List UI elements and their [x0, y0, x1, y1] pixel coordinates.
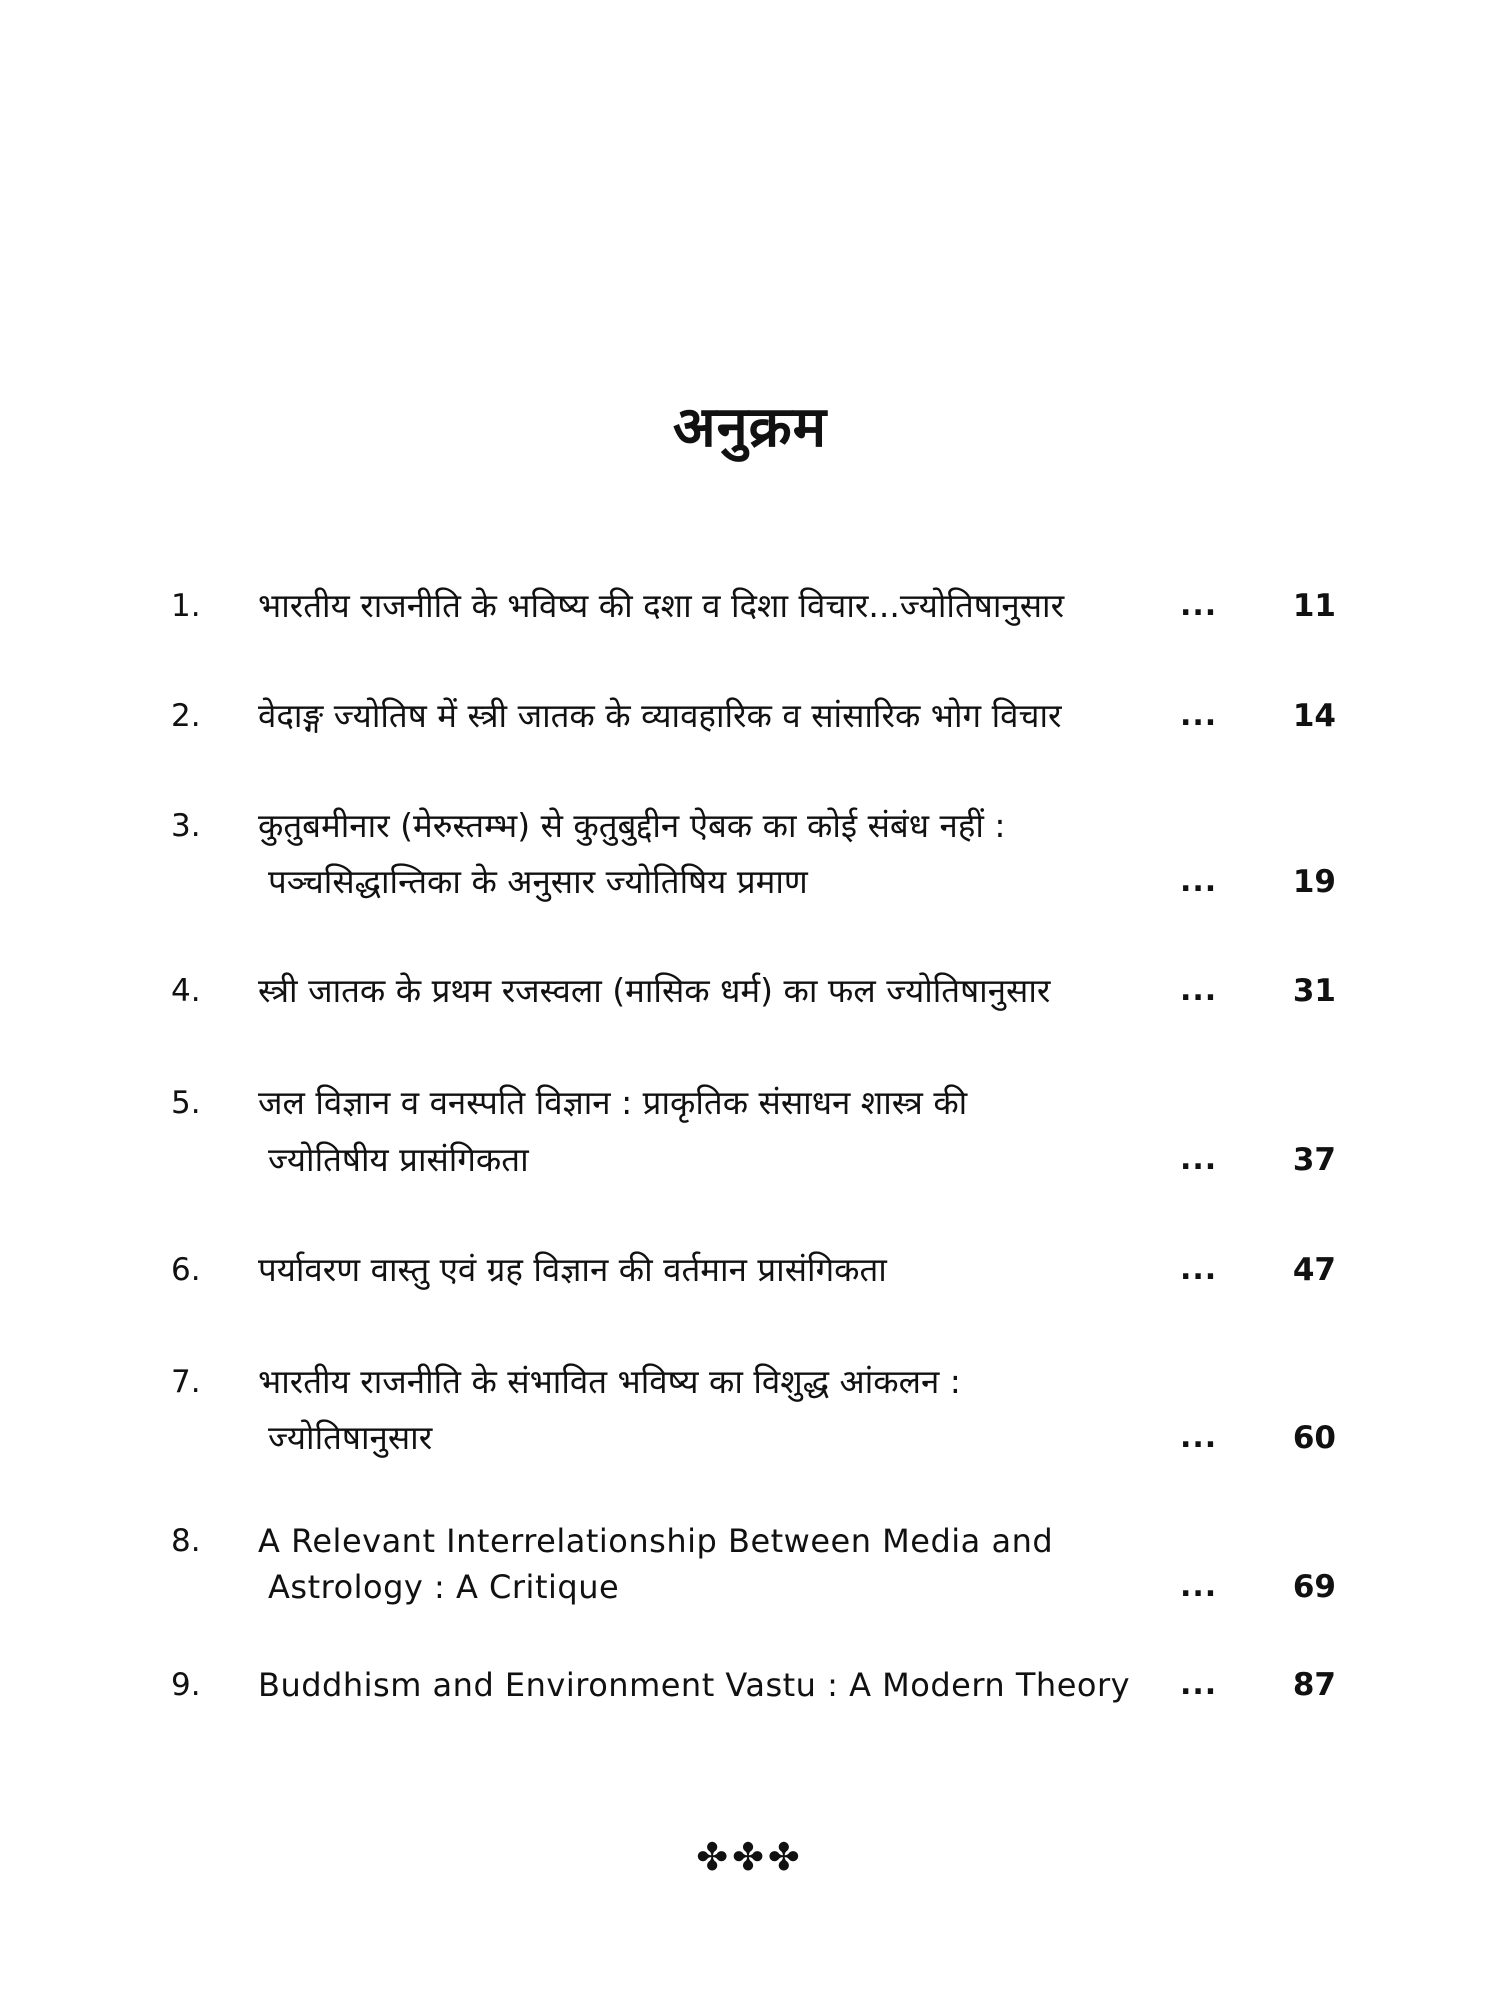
leader-dots: ... — [1180, 1569, 1218, 1604]
entry-number: 8. — [171, 1523, 201, 1559]
entry-number: 3. — [171, 808, 201, 844]
page-number: 87 — [1292, 1667, 1336, 1703]
leader-dots: ... — [1180, 1420, 1218, 1455]
entry-title: स्त्री जातक के प्रथम रजस्वला (मासिक धर्म) का फल ज्योतिषानुसार — [258, 971, 1051, 1010]
entry-title: A Relevant Interrelationship Between Media and — [258, 1522, 1054, 1560]
page-number: 11 — [1292, 588, 1336, 624]
entry-title: वेदाङ्ग ज्योतिष में स्त्री जातक के व्यावहारिक व सांसारिक भोग विचार — [258, 696, 1062, 735]
page-number: 31 — [1292, 973, 1336, 1009]
leader-dots: ... — [1180, 864, 1218, 899]
page-number: 37 — [1292, 1142, 1336, 1178]
page-number: 47 — [1292, 1252, 1336, 1288]
entry-number: 5. — [171, 1085, 201, 1121]
entry-title: Buddhism and Environment Vastu : A Modern Theory — [258, 1666, 1131, 1704]
entry-title-continued: ज्योतिषानुसार — [268, 1418, 433, 1457]
entry-number: 9. — [171, 1667, 201, 1703]
entry-title: भारतीय राजनीति के संभावित भविष्य का विशुद्ध आंकलन : — [258, 1362, 961, 1401]
entry-title: कुतुबमीनार (मेरुस्तम्भ) से कुतुबुद्दीन ऐबक का कोई संबंध नहीं : — [258, 806, 1006, 845]
page-number: 69 — [1292, 1569, 1336, 1605]
entry-title: जल विज्ञान व वनस्पति विज्ञान : प्राकृतिक संसाधन शास्त्र की — [258, 1083, 968, 1122]
entry-title-continued: Astrology : A Critique — [268, 1568, 620, 1606]
leader-dots: ... — [1180, 698, 1218, 733]
leader-dots: ... — [1180, 1252, 1218, 1287]
entry-number: 4. — [171, 973, 201, 1009]
entry-title-continued: पञ्चसिद्धान्तिका के अनुसार ज्योतिषिय प्रमाण — [268, 862, 808, 901]
end-ornament: ✤✤✤ — [696, 1835, 804, 1879]
entry-title: पर्यावरण वास्तु एवं ग्रह विज्ञान की वर्तमान प्रासंगिकता — [258, 1250, 887, 1289]
entry-number: 6. — [171, 1252, 201, 1288]
entry-number: 1. — [171, 588, 201, 624]
leader-dots: ... — [1180, 588, 1218, 623]
entry-number: 2. — [171, 698, 201, 734]
entry-number: 7. — [171, 1364, 201, 1400]
page-title: अनुक्रम — [672, 394, 828, 460]
entry-title-continued: ज्योतिषीय प्रासंगिकता — [268, 1140, 529, 1179]
leader-dots: ... — [1180, 1142, 1218, 1177]
page-number: 14 — [1292, 698, 1336, 734]
page-number: 19 — [1292, 864, 1336, 900]
leader-dots: ... — [1180, 1667, 1218, 1702]
leader-dots: ... — [1180, 973, 1218, 1008]
page-number: 60 — [1292, 1420, 1336, 1456]
entry-title: भारतीय राजनीति के भविष्य की दशा व दिशा विचार...ज्योतिषानुसार — [258, 586, 1065, 625]
